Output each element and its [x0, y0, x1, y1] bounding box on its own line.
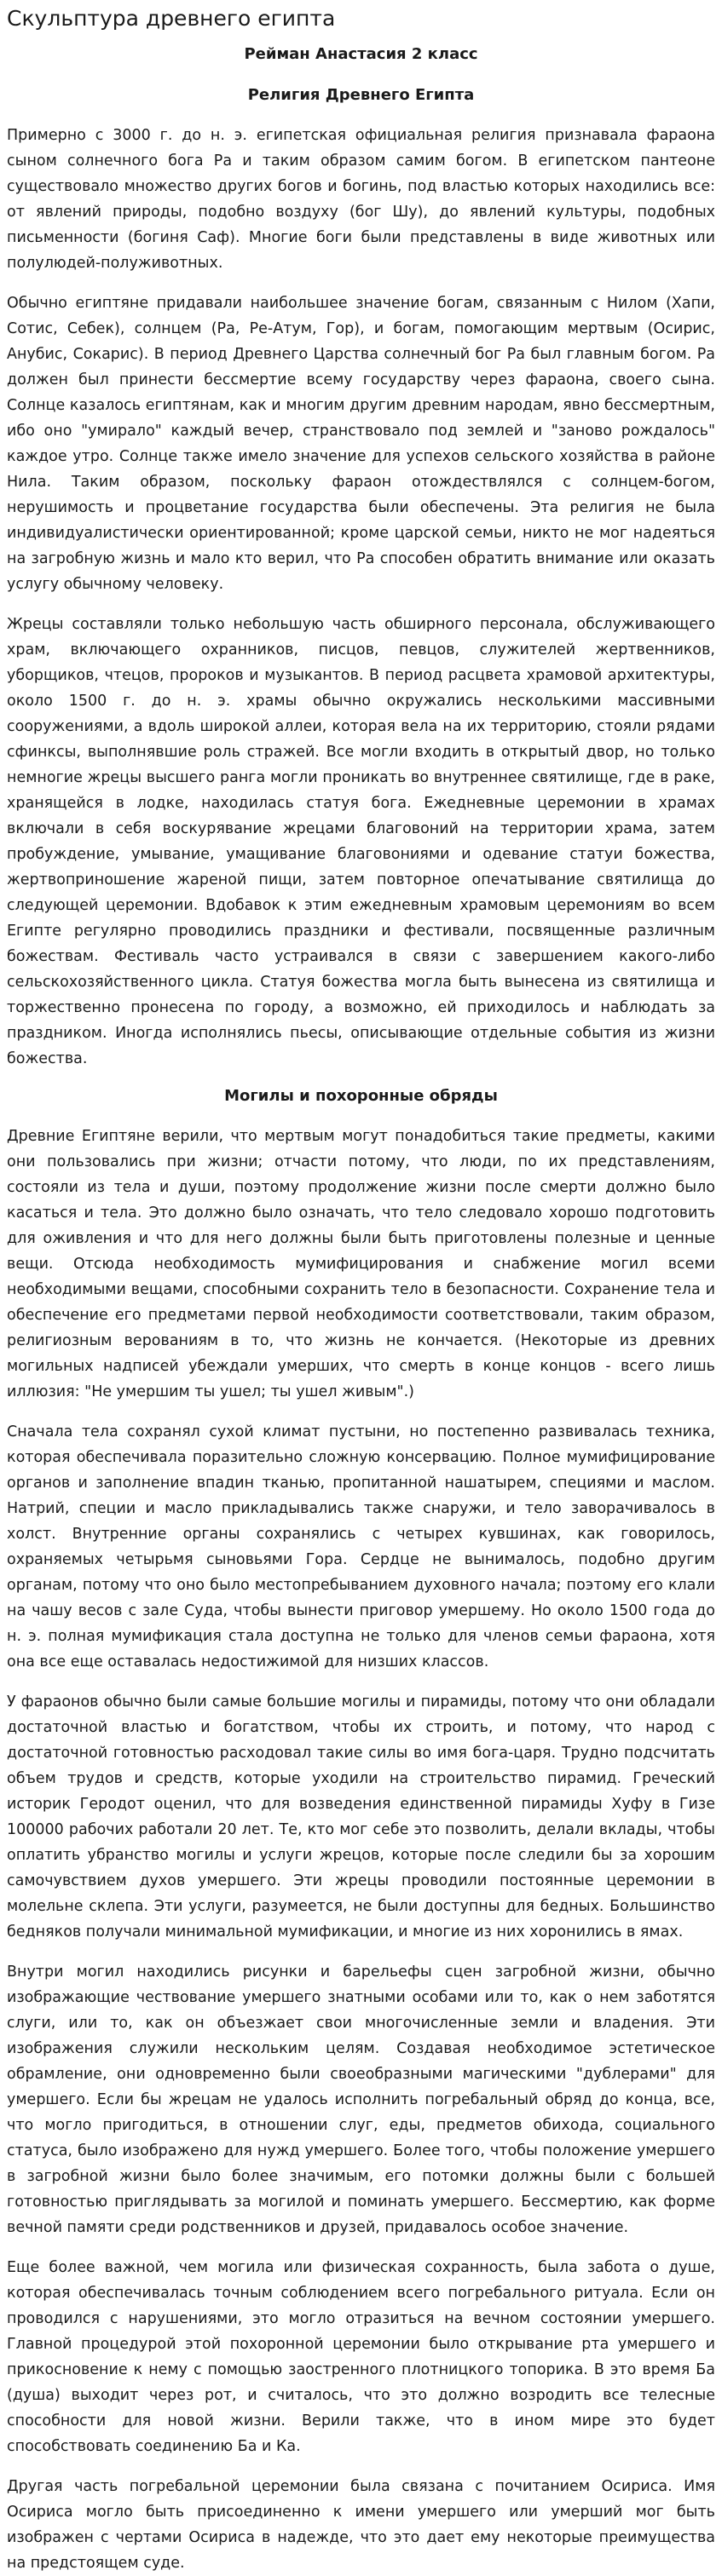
paragraph: Сначала тела сохранял сухой климат пустыни, но постепенно развивалась техника, которая обеспечивала поразительно сложную консервацию. Полное мумифицирование органов и заполнение впадин тканью, пропитанной нашатырем, специями и маслом. Натрий, специи и масло прикладывались также снаружи, и тело заворачивалось в холст. Внутренние органы сохранялись с четырех кувшинах, как говорилось, охраняемых четырьмя сыновьями Гора. Сердце не вынималось, подобно другим органам, потому что оно было местопребыванием духовного начала; поэтому его клали на чашу весов с зале Суда, чтобы вынести приговор умершему. Но около 1500 года до н. э. полная мумификация стала доступна не только для членов семьи фараона, хотя она все еще оставалась недостижимой для низших классов. — [7, 1423, 715, 1670]
author-line: Рейман Анастасия 2 класс — [244, 45, 478, 63]
paragraph: Обычно египтяне придавали наибольшее значение богам, связанным с Нилом (Хапи, Сотис, Себек), солнцем (Ра, Ре-Атум, Гор), и богам, помогающим мертвым (Осирис, Анубис, Сокарис). В период Древнего Царства солнечный бог Ра был главным богом. Ра должен был принести бессмертие всему государству через фараона, своего сына. Солнце казалось египтянам, как и многим другим древним народам, явно бессмертным, ибо оно "умирало" каждый вечер, странствовало под землей и "заново рождалось" каждое утро. Солнце также имело значение для успехов сельского хозяйства в районе Нила. Таким образом, поскольку фараон отождествлялся с солнцем-богом, нерушимость и процветание государства были обеспечены. Эта религия не была индивидуалистически ориентированной; кроме царской семьи, никто не мог надеяться на загробную жизнь и мало кто верил, что Ра способен обратить внимание или оказать услугу обычному человеку. — [7, 295, 715, 593]
paragraph: Древние Египтяне верили, что мертвым могут понадобиться такие предметы, какими они пользовались при жизни; отчасти потому, что люди, по их представлениям, состояли из тела и души, поэтому продолжение жизни после смерти должно было касаться и тела. Это должно было означать, что тело следовало хорошо подготовить для оживления и что для него должны были быть приготовлены полезные и ценные вещи. Отсюда необходимость мумифицирования и снабжение могил всеми необходимыми вещами, способными сохранить тело в безопасности. Сохранение тела и обеспечение его предметами первой необходимости соответствовали, таким образом, религиозным верованиям в то, что жизнь не кончается. (Некоторые из древних могильных надписей убеждали умерших, что смерть в конце концов - всего лишь иллюзия: "Не умершим ты ушел; ты ушел живым".) — [7, 1128, 715, 1400]
section-heading-religion: Религия Древнего Египта — [247, 86, 475, 104]
paragraph: Другая часть погребальной церемонии была связана с почитанием Осириса. Имя Осириса могло быть присоединенно к имени умершего или умерший мог быть изображен с чертами Осириса в надежде, что это дает ему некоторые преимущества на предстоящем суде. — [7, 2478, 715, 2572]
paragraph: Внутри могил находились рисунки и барельефы сцен загробной жизни, обычно изображающие чествование умершего знатными особами или то, как о нем заботятся слуги, или то, как он объезжает свои многочисленные земли и владения. Эти изображения служили нескольким целям. Создавая необходимое эстетическое обрамление, они одновременно были своеобразными магическими "дублерами" для умершего. Если бы жрецам не удалось исполнить погребальный обряд до конца, все, что могло пригодиться, в отношении слуг, еды, предметов обихода, социального статуса, было изображено для нужд умершего. Более того, чтобы положение умершего в загробной жизни было более значимым, его потомки должны были с большей готовностью приглядывать за могилой и поминать умершего. Бессмертию, как форме вечной памяти среди родственников и друзей, придавалось особое значение. — [7, 1964, 715, 2236]
paragraph: Жрецы составляли только небольшую часть обширного персонала, обслуживающего храм, включающего охранников, писцов, певцов, служителей жертвенников, уборщиков, чтецов, пророков и музыкантов. В период расцвета храмовой архитектуры, около 1500 г. до н. э. храмы обычно окружались несколькими массивными сооружениями, а вдоль широкой аллеи, которая вела на их территорию, стояли рядами сфинксы, выполнявшие роль стражей. Все могли входить в открытый двор, но только немногие жрецы высшего ранга могли проникать во внутреннее святилище, где в раке, хранящейся в лодке, находилась статуя бога. Ежедневные церемонии в храмах включали в себя воскурявание жрецами благовоний на территории храма, затем пробуждение, умывание, умащивание благовониями и одевание статуи божества, жертвоприношение жареной пищи, затем повторное опечатывание святилища до следующей церемонии. Вдобавок к этим ежедневным храмовым церемониям во всем Египте регулярно проводились праздники и фестивали, посвященные различным божествам. Фестиваль часто устраивался в связи с завершением какого-либо сельскохозяйственного цикла. Статуя божества могла быть вынесена из святилища и торжественно пронесена по городу, а возможно, ей приходилось и наблюдать за праздником. Иногда исполнялись пьесы, описывающие отдельные события из жизни божества. — [7, 616, 715, 1067]
document-title: Скульптура древнего египта — [7, 6, 336, 31]
paragraph: У фараонов обычно были самые большие могилы и пирамиды, потому что они обладали достаточной властью и богатством, чтобы их строить, и потому, что народ с достаточной готовностью расходовал такие силы во имя бога-царя. Трудно подсчитать объем трудов и средств, которые уходили на строительство пирамид. Греческий историк Геродот оценил, что для возведения единственной пирамиды Хуфу в Гизе 100000 рабочих работали 20 лет. Те, кто мог себе это позволить, делали вклады, чтобы оплатить убранство могилы и услуги жрецов, которые после следили бы за хорошим самочувствием духов умершего. Эти жрецы проводили постоянные церемонии в молельне склепа. Эти услуги, разумеется, не были доступны для бедных. Большинство бедняков получали минимальной мумификации, и многие из них хоронились в ямах. — [7, 1693, 715, 1941]
paragraph: Примерно с 3000 г. до н. э. египетская официальная религия признавала фараона сыном солнечного бога Ра и таким образом самим богом. В египетском пантеоне существовало множество других богов и богинь, под властью которых находились все: от явлений природы, подобно воздуху (бог Шу), до явлений культуры, подобных письменности (богиня Саф). Многие боги были представлены в виде животных или полулюдей-полуживотных. — [7, 127, 715, 272]
section-heading-tombs: Могилы и похоронные обряды — [224, 1087, 498, 1105]
paragraph: Еще более важной, чем могила или физическая сохранность, была забота о душе, которая обеспечивалась точным соблюдением всего погребального ритуала. Если он проводился с нарушениями, это могло отразиться на вечном состоянии умершего. Главной процедурой этой похоронной церемонии было открывание рта умершего и прикосновение к нему с помощью заостренного плотницкого топорика. В это время Ба (душа) выходит через рот, и считалось, что это должно возродить все телесные способности для новой жизни. Верили также, что в ином мире это будет способствовать соединению Ба и Ка. — [7, 2259, 715, 2455]
